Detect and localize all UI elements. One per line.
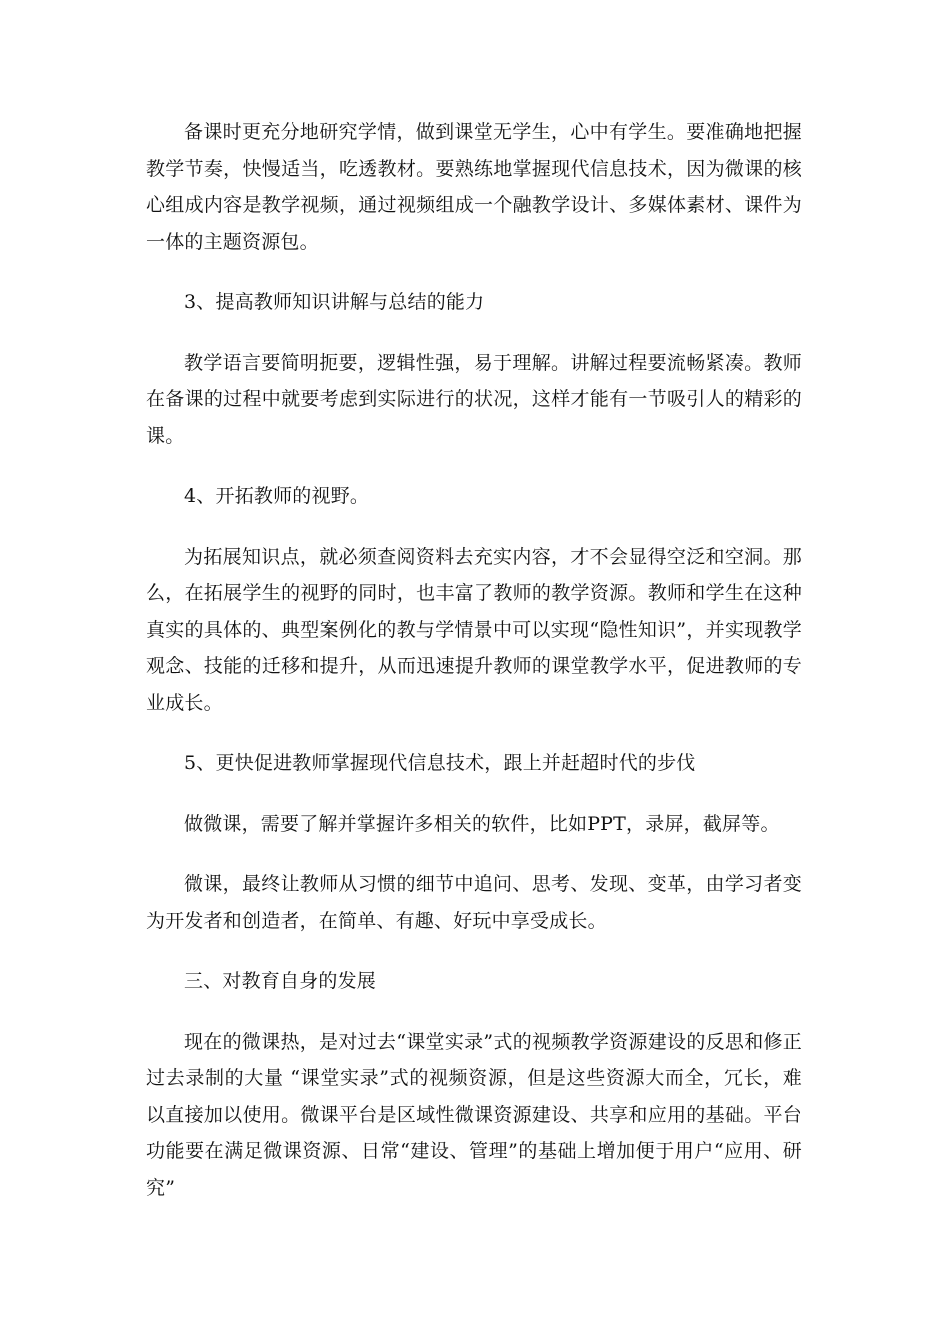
paragraph-teacher-growth: 微课，最终让教师从习惯的细节中追问、思考、发现、变革，由学习者变为开发者和创造者，在简单、有趣、好玩中享受成长。	[146, 873, 802, 932]
document-body	[146, 114, 802, 1206]
heading-information-technology: 5、更快促进教师掌握现代信息技术，跟上并赶超时代的步伐	[184, 752, 696, 774]
paragraph-expand-knowledge: 为拓展知识点，就必须查阅资料去充实内容，才不会显得空泛和空洞。那么，在拓展学生的视野的同时，也丰富了教师的教学资源。教师和学生在这种真实的具体的、典型案例化的教与学情景中可以实现“隐性知识”，并实现教学观念、技能的迁移和提升，从而迅速提升教师的课堂教学水平，促进教师的专业成长。	[146, 545, 802, 714]
paragraph-microcourse-platform: 现在的微课热，是对过去“课堂实录”式的视频教学资源建设的反思和修正过去录制的大量 “课堂实录”式的视频资源，但是这些资源大而全，冗长，难以直接加以使用。微课平台是区域性微课资源建设、共享和应用的基础。平台功能要在满足微课资源、日常“建设、管理”的基础上增加便于用户“应用、研究”	[146, 1030, 802, 1199]
paragraph-software-skills: 做微课，需要了解并掌握许多相关的软件，比如PPT，录屏，截屏等。	[184, 812, 780, 835]
paragraph-teaching-language: 教学语言要简明扼要，逻辑性强，易于理解。讲解过程要流畅紧凑。教师在备课的过程中就要考虑到实际进行的状况，这样才能有一节吸引人的精彩的课。	[146, 351, 802, 447]
paragraph-lesson-preparation: 备课时更充分地研究学情，做到课堂无学生，心中有学生。要准确地把握教学节奏，快慢适当，吃透教材。要熟练地掌握现代信息技术，因为微课的核心组成内容是教学视频，通过视频组成一个融教学设计、多媒体素材、课件为一体的主题资源包。	[146, 121, 802, 253]
heading-broaden-vision: 4、开拓教师的视野。	[184, 485, 370, 507]
heading-education-development: 三、对教育自身的发展	[184, 970, 377, 992]
heading-explanation-ability: 3、提高教师知识讲解与总结的能力	[184, 291, 485, 313]
